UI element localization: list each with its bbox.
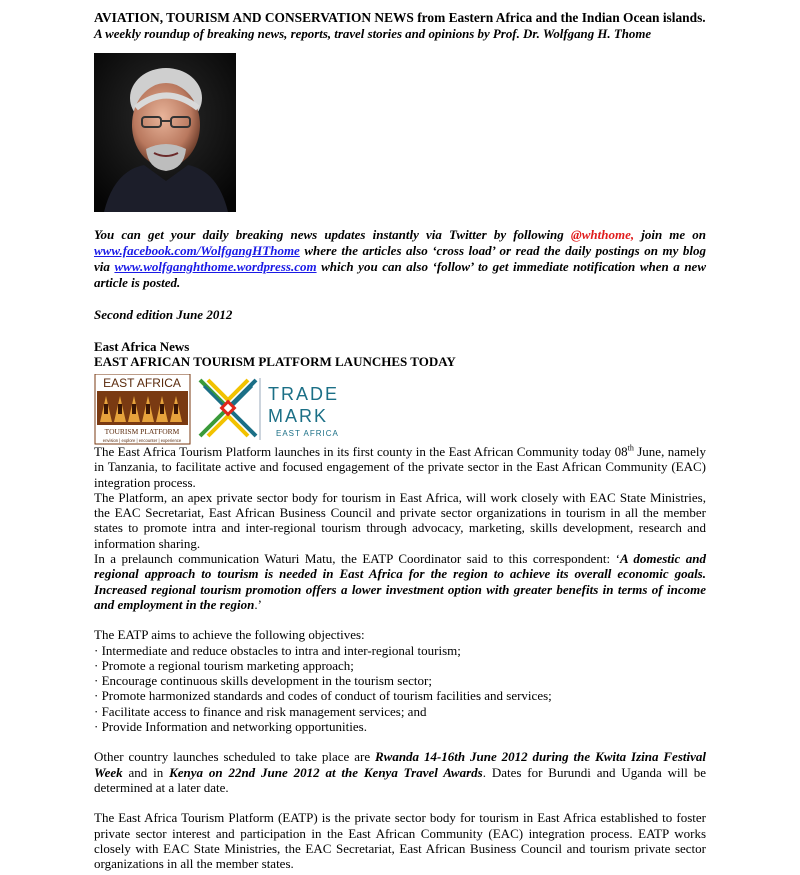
article-paragraph-3: In a prelaunch communication Waturi Matu, the EATP Coordinator said to this correspondent: ‘A domestic and regional approach to tourism is needed in East Africa for the region to achieve its overall economic goals. Increased regional tourism promotion offers a lower investment option with greater benefits in terms of income and employment in the region.’ [94,551,706,612]
author-portrait-image [94,53,236,212]
document-page [94,10,706,871]
list-item: · Promote harmonized standards and codes of conduct of tourism facilities and services; [94,688,552,704]
eatp-logo-tagline: envision | explore | encounter | experience [102,438,182,443]
intro-text-3: where the articles also ‘cross load’ or read the daily postings on my blog via [94,243,706,274]
newsletter-subtitle: A weekly roundup of breaking news, reports, travel stories and opinions by Prof. Dr. Wolfgang H. Thome [94,27,652,41]
intro-text-2: join me on [634,227,706,242]
facebook-link[interactable]: www.facebook.com/WolfgangHThome [94,243,300,258]
objectives-list [94,643,706,735]
eatp-logo-subtitle: TOURISM PLATFORM [104,427,180,436]
logos-row [94,374,706,444]
article-paragraph-6: The East Africa Tourism Platform (EATP) is the private sector body for tourism in East Africa established to foster private sector interest and participation in the East African Community (EAC) integration process. EATP works closely with EAC State Ministries, the EAC Secretariat, East African Business Council and tourism private sector organizations in all the member states. [94,810,706,872]
kenya-launch: Kenya on 22nd June 2012 at the Kenya Travel Awards [169,764,483,780]
section-category: East Africa News [94,339,190,354]
twitter-handle[interactable]: @whthome, [570,227,635,242]
author-photo [94,53,236,212]
newsletter-title: AVIATION, TOURISM AND CONSERVATION NEWS from Eastern Africa and the Indian Ocean islands. [94,10,706,25]
trademark-word1: TRADE [268,384,340,404]
blog-link[interactable]: www.wolfganghthome.wordpress.com [114,259,317,274]
intro-text-4: which you can also ‘follow’ to get immediate notification when a new article is posted. [94,259,706,290]
list-item: · Intermediate and reduce obstacles to intra and inter-regional tourism; [94,642,461,658]
intro-paragraph [94,227,706,291]
list-item: · Provide Information and networking opportunities. [94,719,367,735]
article-headline: EAST AFRICAN TOURISM PLATFORM LAUNCHES TODAY [94,354,456,369]
article-paragraph-2: The Platform, an apex private sector body for tourism in East Africa, will work closely with EAC State Ministries, the EAC Secretariat, East African Business Council and private sector organizations in tourism in all the member states to promote intra and inter-regional tourism through advocacy, marketing, skills development, research and information sharing. [94,489,706,551]
list-item: · Facilitate access to finance and risk management services; and [94,703,427,719]
partner-logos [94,374,374,446]
eatp-logo-title: EAST AFRICA [103,376,181,390]
trademark-word3: EAST AFRICA [276,429,339,438]
trademark-word2: MARK [268,406,329,426]
list-item: · Promote a regional tourism marketing approach; [94,657,354,673]
trademark-logo [200,378,339,440]
objectives-intro: The EATP aims to achieve the following objectives: [94,627,365,643]
coordinator-quote: A domestic and regional approach to tourism is needed in East Africa for the region to achieve its overall economic goals. Increased regional tourism promotion offers a lower investment option with greater benefits in terms of income and employment in the region [94,551,706,612]
article-paragraph-5: Other country launches scheduled to take place are Rwanda 14-16th June 2012 during the Kwita Izina Festival Week and in Kenya on 22nd June 2012 at the Kenya Travel Awards. Dates for Burundi and Uganda will be determined at a later date. [94,749,706,795]
eatp-logo [95,374,190,444]
intro-text-1: You can get your daily breaking news updates instantly via Twitter by following [94,227,571,242]
rwanda-launch: Rwanda 14-16th June 2012 during the Kwita Izina Festival Week [94,749,706,780]
article-paragraph-1: The East Africa Tourism Platform launches in its first county in the East African Community today 08th June, namely in Tanzania, to facilitate active and focused engagement of the private sector in the East African Community (EAC) integration process. [94,443,706,490]
section-header [94,339,706,369]
article-body [94,444,706,871]
edition-label: Second edition June 2012 [94,307,233,322]
list-item: · Encourage continuous skills development in the tourism sector; [94,673,432,689]
